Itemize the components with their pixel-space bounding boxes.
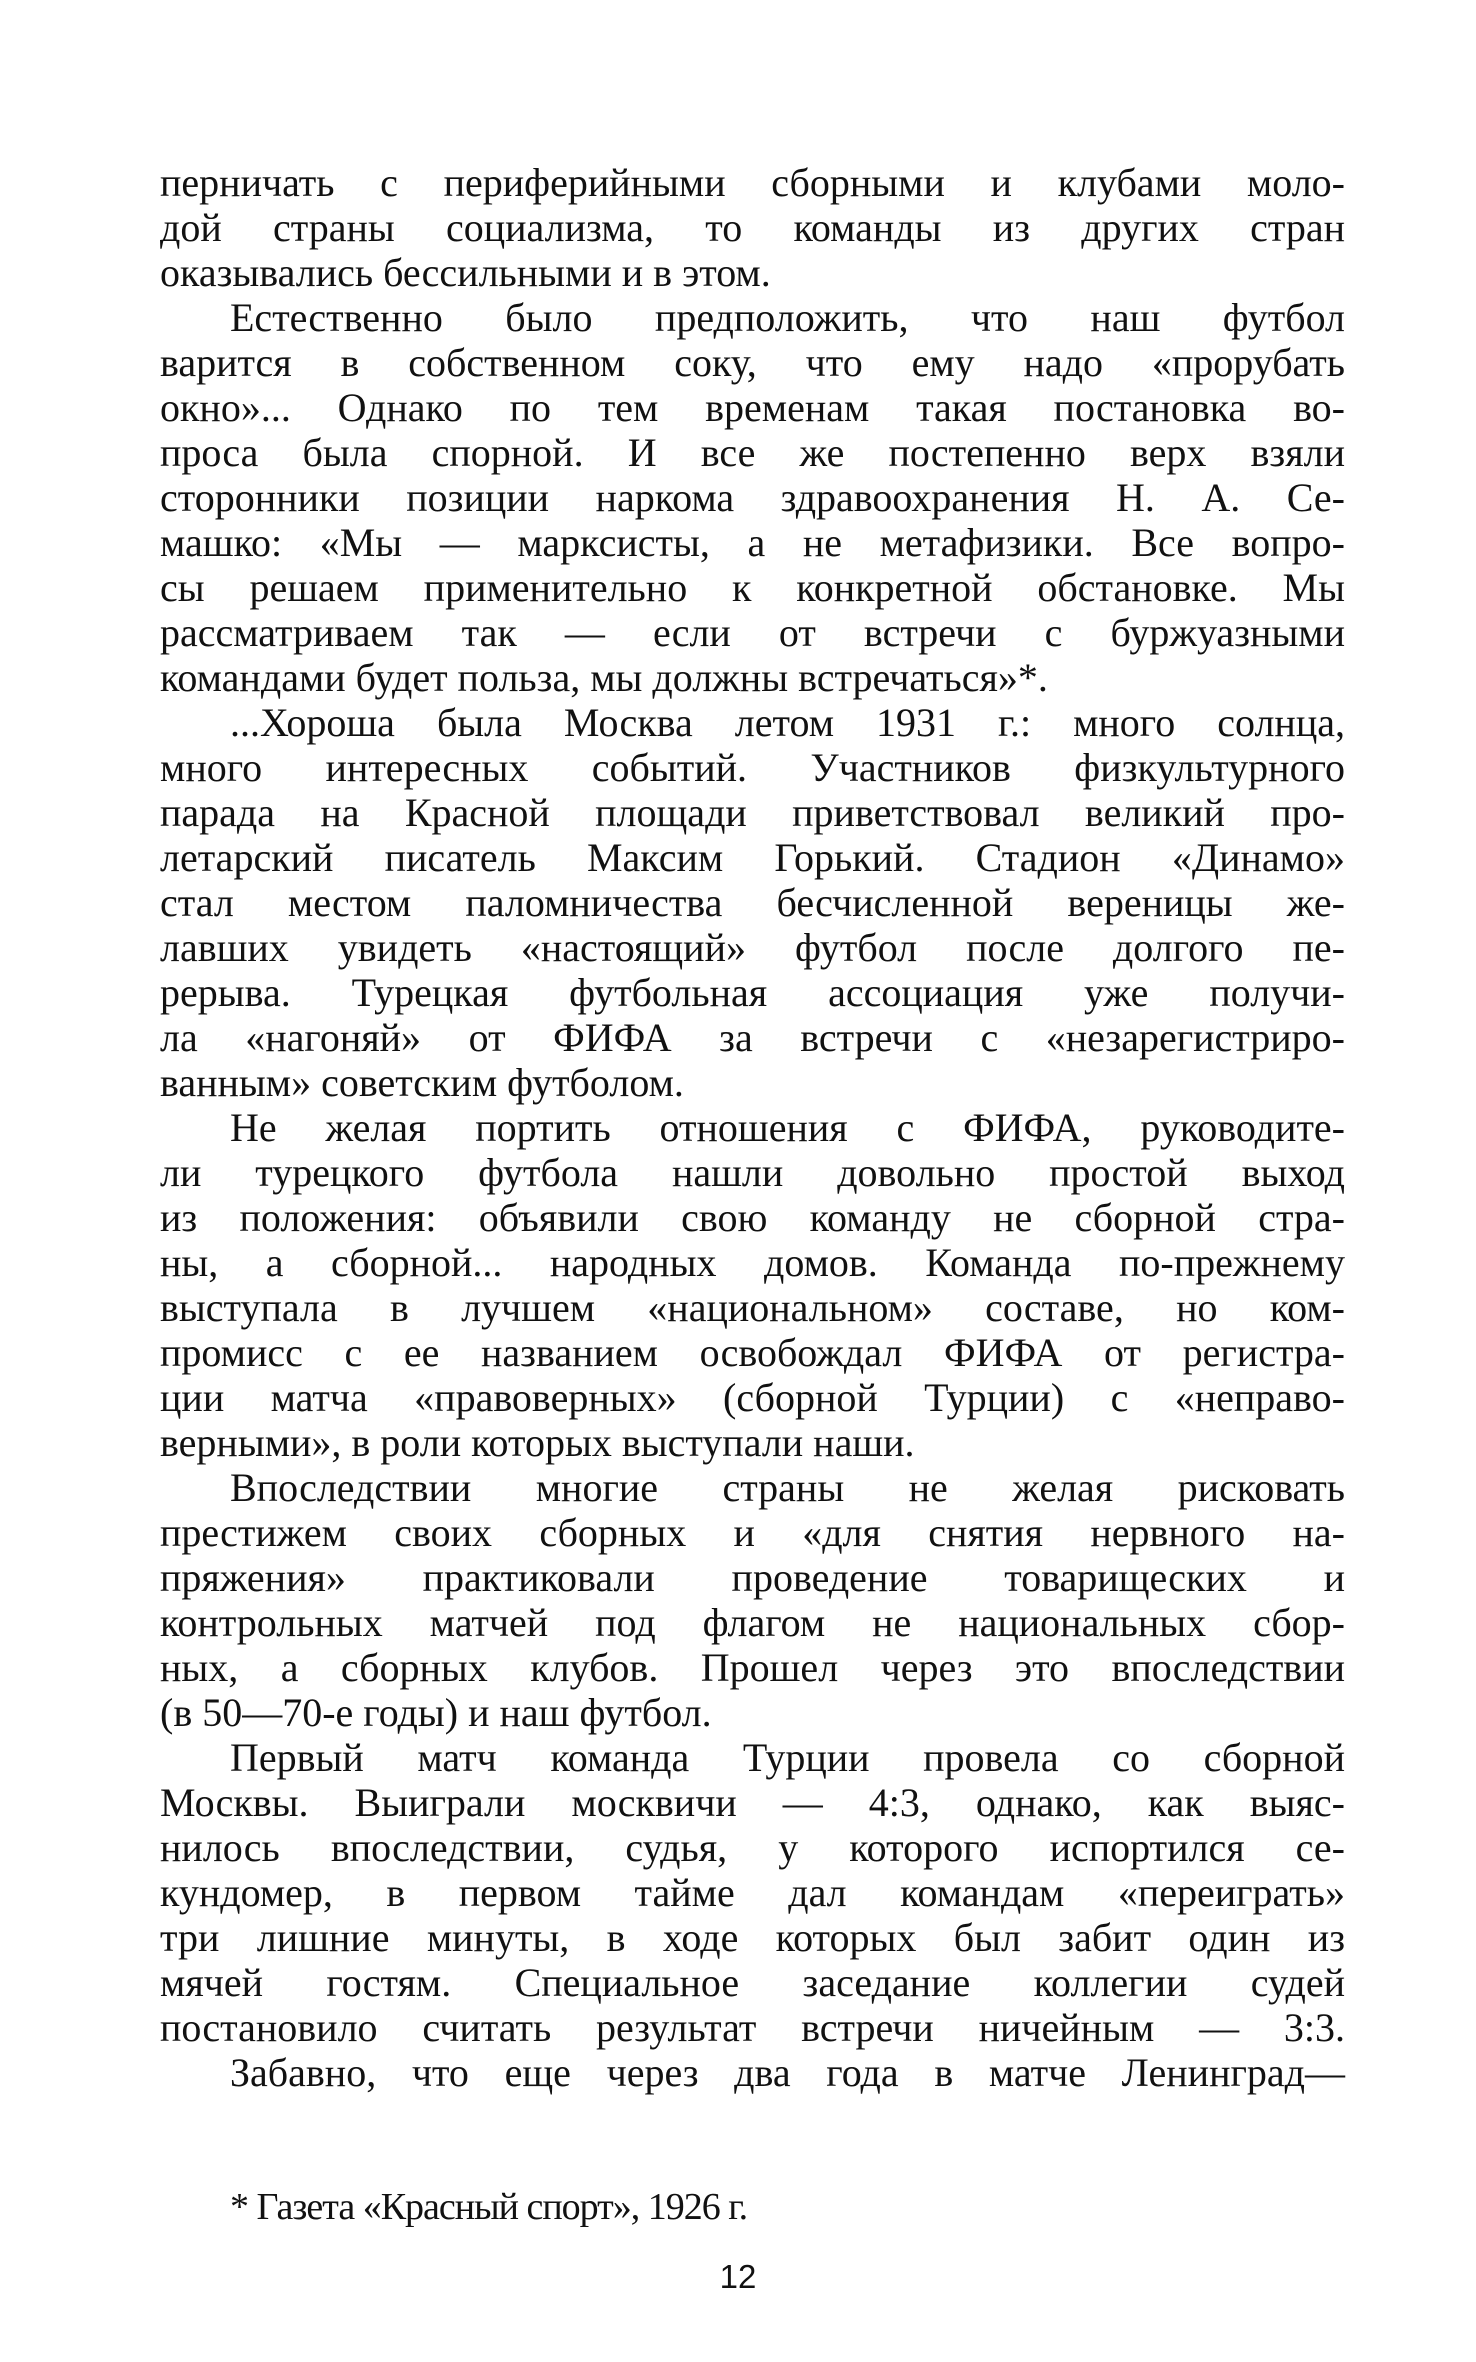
text-line: Не желая портить отношения с ФИФА, руководите- (230, 1105, 1345, 1150)
text-line: промисс с ее названием освобождал ФИФА от регистра- (160, 1330, 1345, 1375)
text-line: контрольных матчей под флагом не национальных сбор- (160, 1600, 1345, 1645)
text-line: стал местом паломничества бесчисленной вереницы же- (160, 880, 1345, 925)
text-line: машко: «Мы — марксисты, а не метафизики. Все вопро- (160, 520, 1345, 565)
text-line: Естественно было предположить, что наш футбол (230, 295, 1345, 340)
text-line: Впоследствии многие страны не желая рисковать (230, 1465, 1345, 1510)
text-line: Первый матч команда Турции провела со сборной (230, 1735, 1345, 1780)
text-line: командами будет польза, мы должны встречаться»*. (160, 655, 1048, 700)
text-line: ла «нагоняй» от ФИФА за встречи с «незарегистриро- (160, 1015, 1345, 1060)
text-line: пряжения» практиковали проведение товарищеских и (160, 1555, 1345, 1600)
text-line: рассматриваем так — если от встречи с буржуазными (160, 610, 1345, 655)
text-line: дой страны социализма, то команды из других стран (160, 205, 1345, 250)
text-line: из положения: объявили свою команду не сборной стра- (160, 1195, 1345, 1240)
text-line: нилось впоследствии, судья, у которого испортился се- (160, 1825, 1345, 1870)
text-line: рерыва. Турецкая футбольная ассоциация уже получи- (160, 970, 1345, 1015)
text-line: три лишние минуты, в ходе которых был забит один из (160, 1915, 1345, 1960)
text-line: (в 50—70-е годы) и наш футбол. (160, 1690, 712, 1735)
text-line: ли турецкого футбола нашли довольно простой выход (160, 1150, 1345, 1195)
text-line: окно»... Однако по тем временам такая постановка во- (160, 385, 1345, 430)
text-line: сы решаем применительно к конкретной обстановке. Мы (160, 565, 1345, 610)
text-line: проса была спорной. И все же постепенно верх взяли (160, 430, 1345, 475)
footnote: * Газета «Красный спорт», 1926 г. (230, 2186, 748, 2228)
page-body (160, 160, 1345, 2095)
text-line: выступала в лучшем «национальном» составе, но ком- (160, 1285, 1345, 1330)
text-line: престижем своих сборных и «для снятия нервного на- (160, 1510, 1345, 1555)
text-line: перничать с периферийными сборными и клубами моло- (160, 160, 1345, 205)
text-line: Забавно, что еще через два года в матче Ленинград— (230, 2050, 1345, 2095)
text-line: сторонники позиции наркома здравоохранения Н. А. Се- (160, 475, 1345, 520)
text-line: много интересных событий. Участников физкультурного (160, 745, 1345, 790)
text-line: ванным» советским футболом. (160, 1060, 684, 1105)
text-line: летарский писатель Максим Горький. Стадион «Динамо» (160, 835, 1345, 880)
text-line: постановило считать результат встречи ничейным — 3:3. (160, 2005, 1345, 2050)
page-number: 12 (719, 2258, 757, 2295)
text-line: ...Хороша была Москва летом 1931 г.: много солнца, (230, 700, 1345, 745)
text-line: варится в собственном соку, что ему надо «прорубать (160, 340, 1345, 385)
text-line: лавших увидеть «настоящий» футбол после долгого пе- (160, 925, 1345, 970)
text-line: Москвы. Выиграли москвичи — 4:3, однако, как выяс- (160, 1780, 1345, 1825)
text-line: мячей гостям. Специальное заседание коллегии судей (160, 1960, 1345, 2005)
text-line: ции матча «правоверных» (сборной Турции) с «неправо- (160, 1375, 1345, 1420)
text-line: верными», в роли которых выступали наши. (160, 1420, 915, 1465)
text-line: ны, а сборной... народных домов. Команда по-прежнему (160, 1240, 1345, 1285)
text-line: ных, а сборных клубов. Прошел через это впоследствии (160, 1645, 1345, 1690)
text-line: парада на Красной площади приветствовал великий про- (160, 790, 1345, 835)
text-line: кундомер, в первом тайме дал командам «переиграть» (160, 1870, 1345, 1915)
text-line: оказывались бессильными и в этом. (160, 250, 771, 295)
